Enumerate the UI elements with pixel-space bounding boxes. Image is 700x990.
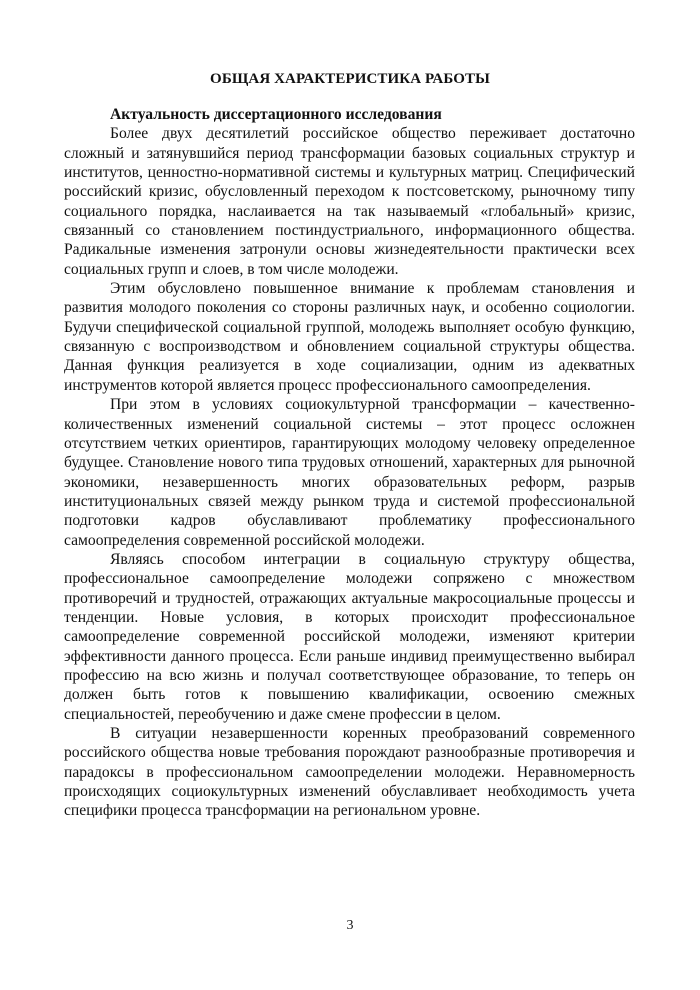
body-text <box>64 105 635 821</box>
page-heading: ОБЩАЯ ХАРАКТЕРИСТИКА РАБОТЫ <box>210 71 490 87</box>
paragraph-2: Этим обусловлено повышенное внимание к проблемам становления и развития молодого поколения со стороны различных наук, и особенно социологии. Будучи специфической социальной группой, молодежь выполняет особую функцию, связанную с воспроизводством и обновлением социальной структуры общества. Данная функция реализуется в ходе социализации, одним из адекватных инструментов которой является процесс профессионального самоопределения. <box>64 280 635 394</box>
page-number: 3 <box>346 918 354 933</box>
paragraph-1: Более двух десятилетий российское общество переживает достаточно сложный и затянувшийся период трансформации базовых социальных структур и институтов, ценностно-нормативной системы и культурных матриц. Специфический российский кризис, обусловленный переходом к постсоветскому, рыночному типу социального порядка, наслаивается на так называемый «глобальный» кризис, связанный со становлением постиндустриального, информационного общества. Радикальные изменения затронули основы жизнедеятельности практически всех социальных групп и слоев, в том числе молодежи. <box>64 125 635 278</box>
paragraph-3: При этом в условиях социокультурной трансформации – качественно-количественных изменений социальной системы – этот процесс осложнен отсутствием четких ориентиров, гарантирующих молодому человеку определенное будущее. Становление нового типа трудовых отношений, характерных для рыночной экономики, незавершенность многих образовательных реформ, разрыв институциональных связей между рынком труда и системой профессиональной подготовки кадров обуславливают проблематику профессионального самоопределения современной российской молодежи. <box>64 396 635 549</box>
paragraph-5: В ситуации незавершенности коренных преобразований современного российского общества новые требования порождают разнообразные противоречия и парадоксы в профессиональном самоопределении молодежи. Неравномерность происходящих социокультурных изменений обуславливает необходимость учета специфики процесса трансформации на региональном уровне. <box>64 725 635 820</box>
paragraph-4: Являясь способом интеграции в социальную структуру общества, профессиональное самоопределение молодежи сопряжено с множеством противоречий и трудностей, отражающих актуальные макросоциальные процессы и тенденции. Новые условия, в которых происходит профессиональное самоопределение современной российской молодежи, изменяют критерии эффективности данного процесса. Если раньше индивид преимущественно выбирал профессию на всю жизнь и получал соответствующее образование, то теперь он должен быть готов к повышению квалификации, освоению смежных специальностей, переобучению и даже смене профессии в целом. <box>64 550 635 723</box>
section-title: Актуальность диссертационного исследования <box>110 106 442 123</box>
